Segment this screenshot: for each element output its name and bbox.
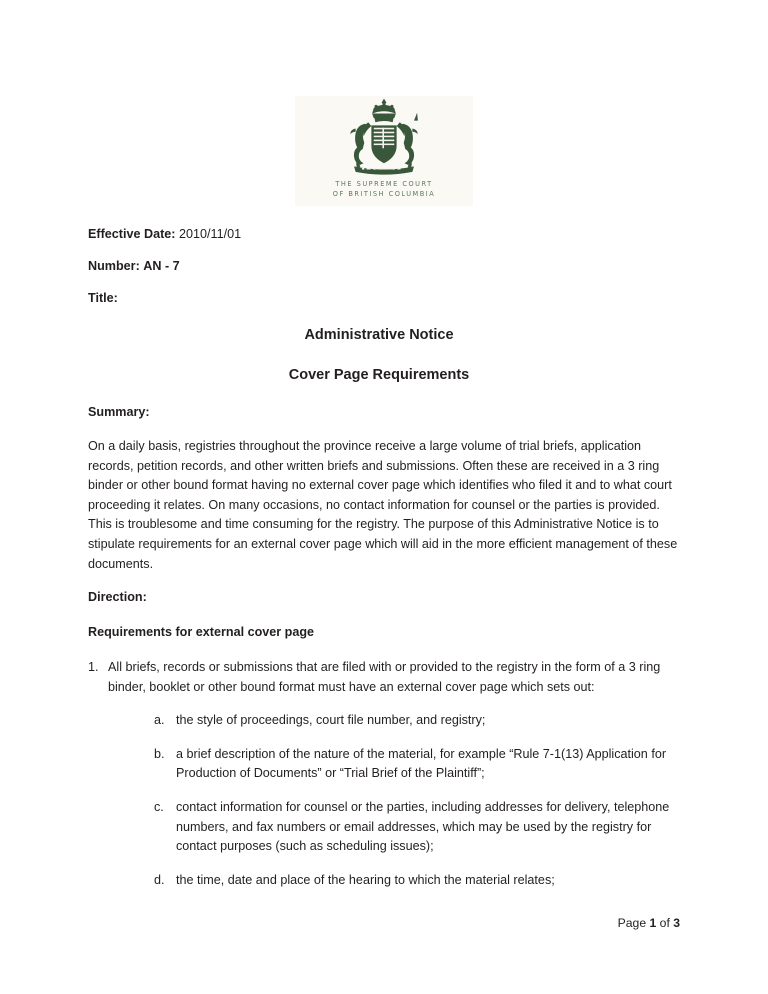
direction-subheading: Requirements for external cover page xyxy=(88,625,315,639)
supreme-court-coat-of-arms-icon xyxy=(336,97,432,179)
list-item xyxy=(154,798,682,857)
number-value: AN - 7 xyxy=(143,259,180,273)
footer-page-middle: of xyxy=(656,916,674,930)
footer-total-pages: 3 xyxy=(673,916,680,930)
list-item-text: the style of proceedings, court file number, and registry; xyxy=(176,713,486,728)
list-item xyxy=(154,871,682,891)
list-item-marker: c. xyxy=(154,799,164,814)
requirements-sublist xyxy=(108,711,682,890)
footer-page-prefix: Page xyxy=(617,916,650,930)
list-item-marker: b. xyxy=(154,746,165,761)
list-item-marker: a. xyxy=(154,713,165,728)
list-item-text: contact information for counsel or the parties, including addresses for delivery, telephone numbers, and fax numbers or email addresses, which may be used by the registry for contact purposes (such as scheduling issues); xyxy=(176,799,670,854)
effective-date-label: Effective Date: xyxy=(88,227,176,241)
page-title-secondary: Cover Page Requirements xyxy=(288,367,470,383)
number-row xyxy=(88,258,682,274)
requirements-list xyxy=(88,658,682,890)
effective-date-value: 2010/11/01 xyxy=(179,227,242,241)
list-item xyxy=(154,745,682,784)
letterhead-caption-line1: THE SUPREME COURT xyxy=(335,180,433,188)
title-label: Title: xyxy=(88,291,118,305)
footer-current-page: 1 xyxy=(649,916,657,930)
list-item xyxy=(88,658,682,890)
list-item-marker: 1. xyxy=(88,660,99,674)
list-item-text: a brief description of the nature of the material, for example “Rule 7-1(13) Application for Production of Documents” or “Trial Brief of the Plaintiff”; xyxy=(176,746,667,781)
list-item-marker: d. xyxy=(154,872,165,887)
effective-date-row xyxy=(88,226,682,242)
title-row xyxy=(88,290,682,306)
list-item xyxy=(154,711,682,731)
letterhead-caption-line2: OF BRITISH COLUMBIA xyxy=(332,190,436,198)
list-item-text: the time, date and place of the hearing to which the material relates; xyxy=(176,872,555,887)
number-label: Number: xyxy=(88,259,140,273)
page-title-primary: Administrative Notice xyxy=(304,327,454,343)
summary-paragraph: On a daily basis, registries throughout the province receive a large volume of trial briefs, application records, petition records, and other written briefs and submissions. Often these are received in a 3 ring binder or other bound format having no external cover page which identifies who filed it and to what court proceeding it relates. On many occasions, no contact information for counsel or the parties is provided. This is troublesome and time consuming for the registry. The purpose of this Administrative Notice is to stipulate requirements for an external cover page which will aid in the more efficient management of these documents. xyxy=(88,439,678,571)
list-item-text: All briefs, records or submissions that are filed with or provided to the registry in the form of a 3 ring binder, booklet or other bound format must have an external cover page which sets out: xyxy=(108,660,661,694)
direction-label: Direction: xyxy=(88,590,147,604)
summary-label: Summary: xyxy=(88,405,150,419)
page-footer xyxy=(88,915,680,931)
letterhead-emblem-block xyxy=(295,96,473,206)
